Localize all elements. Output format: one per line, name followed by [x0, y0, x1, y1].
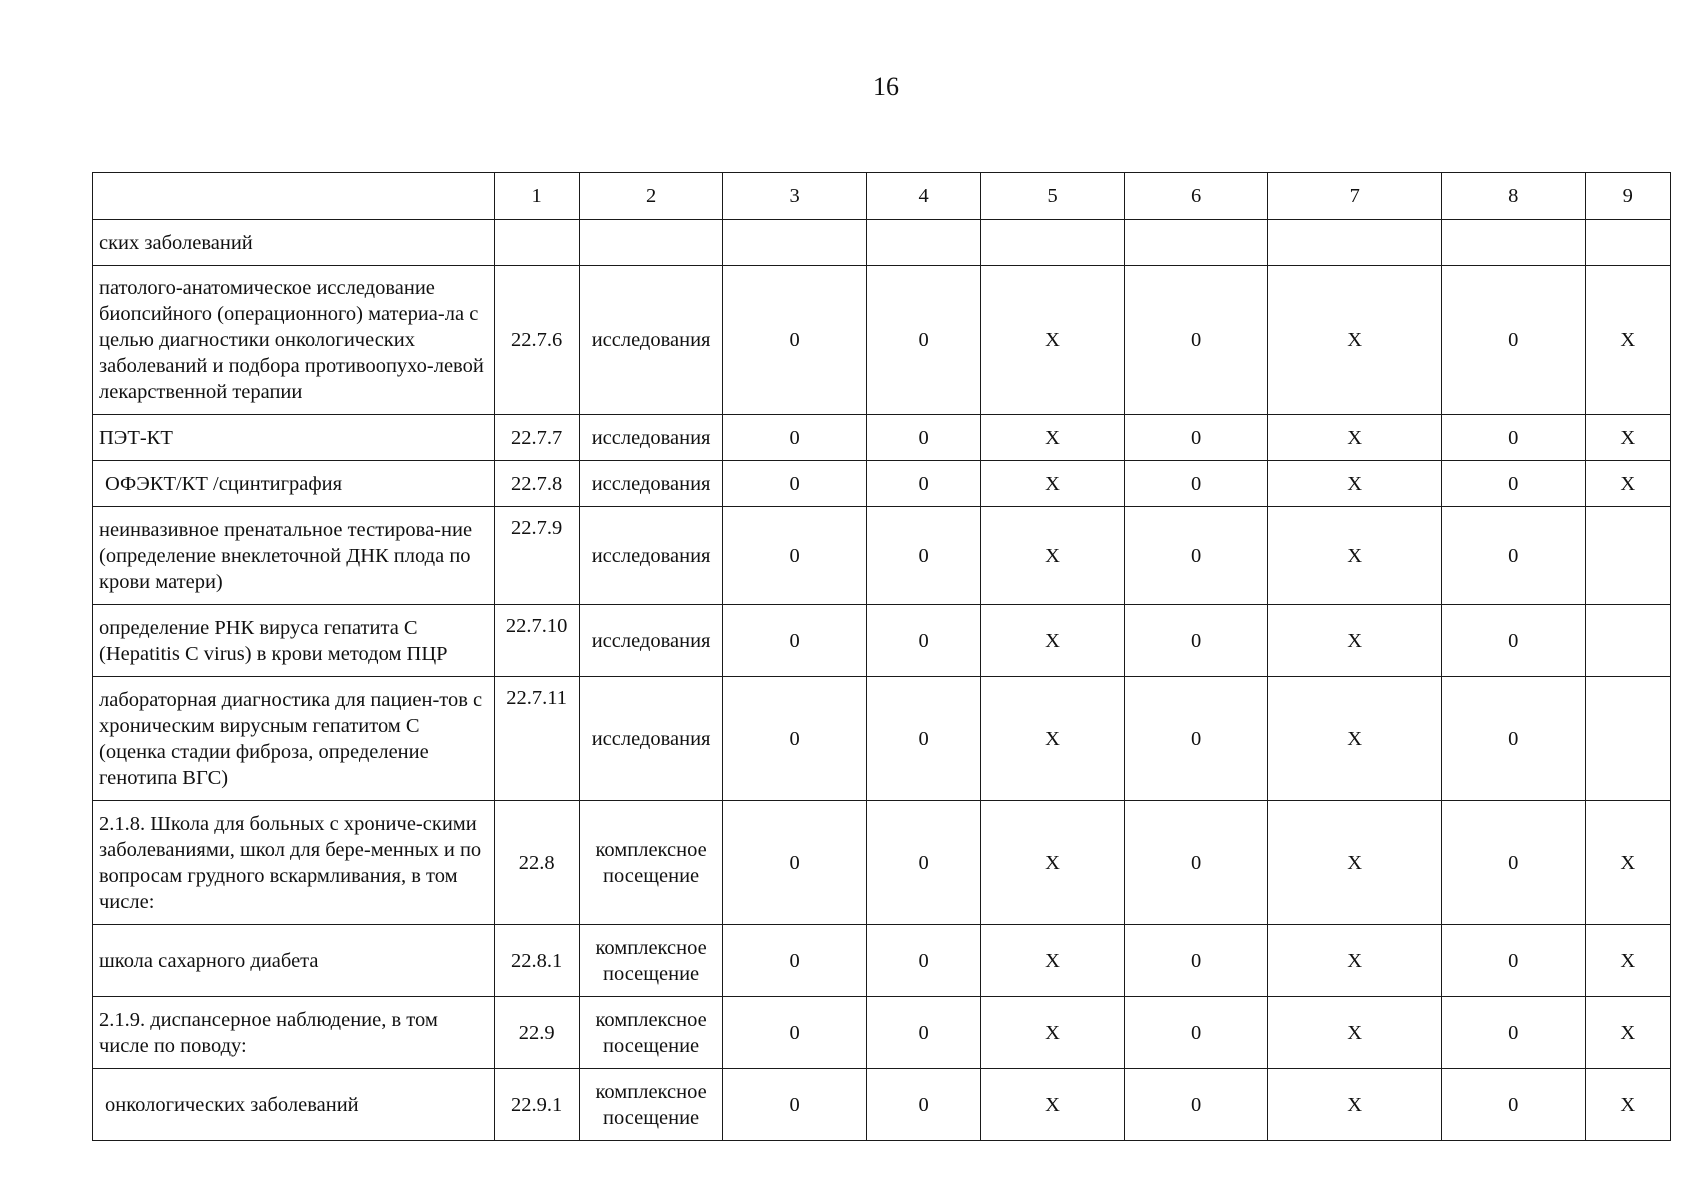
cell-col4: 0: [866, 461, 980, 507]
cell-col4: 0: [866, 605, 980, 677]
row-code: 22.7.7: [494, 415, 579, 461]
row-name: школа сахарного диабета: [93, 925, 495, 997]
row-name: онкологических заболеваний: [93, 1069, 495, 1141]
cell-col9: [1585, 605, 1670, 677]
cell-col9: [1585, 507, 1670, 605]
table-row: [93, 605, 1671, 677]
row-name: определение РНК вируса гепатита С (Hepatitis C virus) в крови методом ПЦР: [93, 605, 495, 677]
cell-col5: X: [981, 507, 1125, 605]
row-name: 2.1.8. Школа для больных с хрониче-скими заболеваниями, школ для бере-менных и по вопросам грудного вскармливания, в том числе:: [93, 801, 495, 925]
table-row: [93, 266, 1671, 415]
cell-col6: 0: [1124, 461, 1268, 507]
cell-col9: X: [1585, 997, 1670, 1069]
cell-col5: X: [981, 605, 1125, 677]
row-code: 22.7.9: [494, 507, 579, 605]
cell-col5: X: [981, 677, 1125, 801]
cell-col7: X: [1268, 415, 1442, 461]
cell-col6: 0: [1124, 801, 1268, 925]
table-row: [93, 415, 1671, 461]
cell-col6: 0: [1124, 925, 1268, 997]
cell-col3: 0: [723, 507, 867, 605]
cell-col7: X: [1268, 1069, 1442, 1141]
table-row: [93, 1069, 1671, 1141]
cell-col7: X: [1268, 677, 1442, 801]
row-name: ОФЭКТ/КТ /сцинтиграфия: [93, 461, 495, 507]
row-code: 22.9.1: [494, 1069, 579, 1141]
cell-col5: X: [981, 461, 1125, 507]
row-name: 2.1.9. диспансерное наблюдение, в том числе по поводу:: [93, 997, 495, 1069]
row-name: лабораторная диагностика для пациен-тов с хроническим вирусным гепатитом С (оценка стадии фиброза, определение генотипа ВГС): [93, 677, 495, 801]
cell-col8: 0: [1442, 507, 1586, 605]
row-unit: исследования: [579, 266, 723, 415]
cell-col3: 0: [723, 801, 867, 925]
row-name: ПЭТ-КТ: [93, 415, 495, 461]
cell-col9: [1585, 220, 1670, 266]
cell-col6: 0: [1124, 997, 1268, 1069]
cell-col6: 0: [1124, 266, 1268, 415]
cell-col9: X: [1585, 1069, 1670, 1141]
table-row: [93, 461, 1671, 507]
row-unit: комплексное посещение: [579, 1069, 723, 1141]
cell-col9: X: [1585, 266, 1670, 415]
cell-col6: 0: [1124, 605, 1268, 677]
table-row: [93, 677, 1671, 801]
page-number: 16: [873, 72, 899, 101]
cell-col4: 0: [866, 507, 980, 605]
cell-col8: 0: [1442, 1069, 1586, 1141]
row-name: ских заболеваний: [93, 220, 495, 266]
cell-col8: 0: [1442, 415, 1586, 461]
header-cell: 2: [579, 173, 723, 220]
row-unit: исследования: [579, 415, 723, 461]
header-cell: 7: [1268, 173, 1442, 220]
header-cell: 6: [1124, 173, 1268, 220]
header-cell: 4: [866, 173, 980, 220]
cell-col3: [723, 220, 867, 266]
cell-col9: [1585, 677, 1670, 801]
cell-col8: [1442, 220, 1586, 266]
table-row: [93, 801, 1671, 925]
cell-col7: X: [1268, 461, 1442, 507]
data-table: [92, 172, 1671, 1141]
cell-col9: X: [1585, 415, 1670, 461]
cell-col4: 0: [866, 266, 980, 415]
cell-col7: X: [1268, 266, 1442, 415]
cell-col6: 0: [1124, 415, 1268, 461]
cell-col5: X: [981, 1069, 1125, 1141]
cell-col5: X: [981, 801, 1125, 925]
header-row: [93, 173, 1671, 220]
table-row: [93, 925, 1671, 997]
header-cell: [93, 173, 495, 220]
cell-col6: 0: [1124, 677, 1268, 801]
row-unit: исследования: [579, 605, 723, 677]
cell-col7: [1268, 220, 1442, 266]
cell-col9: X: [1585, 925, 1670, 997]
row-unit: комплексное посещение: [579, 997, 723, 1069]
row-code: 22.7.8: [494, 461, 579, 507]
row-name: неинвазивное пренатальное тестирова-ние (определение внеклеточной ДНК плода по крови матери): [93, 507, 495, 605]
cell-col8: 0: [1442, 997, 1586, 1069]
row-unit: исследования: [579, 677, 723, 801]
cell-col3: 0: [723, 605, 867, 677]
cell-col5: X: [981, 266, 1125, 415]
cell-col8: 0: [1442, 461, 1586, 507]
cell-col8: 0: [1442, 925, 1586, 997]
header-cell: 5: [981, 173, 1125, 220]
row-unit: [579, 220, 723, 266]
cell-col6: [1124, 220, 1268, 266]
cell-col6: 0: [1124, 1069, 1268, 1141]
table-row: [93, 507, 1671, 605]
cell-col6: 0: [1124, 507, 1268, 605]
row-code: 22.7.6: [494, 266, 579, 415]
cell-col5: X: [981, 415, 1125, 461]
cell-col8: 0: [1442, 266, 1586, 415]
cell-col8: 0: [1442, 677, 1586, 801]
cell-col8: 0: [1442, 801, 1586, 925]
cell-col7: X: [1268, 507, 1442, 605]
cell-col3: 0: [723, 997, 867, 1069]
cell-col7: X: [1268, 997, 1442, 1069]
row-code: 22.8.1: [494, 925, 579, 997]
cell-col3: 0: [723, 461, 867, 507]
row-code: [494, 220, 579, 266]
row-code: 22.8: [494, 801, 579, 925]
cell-col9: X: [1585, 461, 1670, 507]
cell-col7: X: [1268, 925, 1442, 997]
cell-col3: 0: [723, 925, 867, 997]
cell-col4: 0: [866, 925, 980, 997]
cell-col4: 0: [866, 1069, 980, 1141]
cell-col9: X: [1585, 801, 1670, 925]
header-cell: 9: [1585, 173, 1670, 220]
cell-col3: 0: [723, 415, 867, 461]
row-code: 22.7.10: [494, 605, 579, 677]
cell-col4: 0: [866, 801, 980, 925]
row-unit: комплексное посещение: [579, 801, 723, 925]
cell-col4: 0: [866, 677, 980, 801]
row-name: патолого-анатомическое исследование биопсийного (операционного) материа-ла с целью диагностики онкологических заболеваний и подбора противоопухо-левой лекарственной терапии: [93, 266, 495, 415]
cell-col3: 0: [723, 1069, 867, 1141]
table-row: [93, 997, 1671, 1069]
row-unit: комплексное посещение: [579, 925, 723, 997]
header-cell: 1: [494, 173, 579, 220]
cell-col7: X: [1268, 801, 1442, 925]
header-cell: 8: [1442, 173, 1586, 220]
cell-col7: X: [1268, 605, 1442, 677]
row-code: 22.7.11: [494, 677, 579, 801]
cell-col3: 0: [723, 266, 867, 415]
table-row: [93, 220, 1671, 266]
cell-col3: 0: [723, 677, 867, 801]
row-unit: исследования: [579, 461, 723, 507]
row-unit: исследования: [579, 507, 723, 605]
row-code: 22.9: [494, 997, 579, 1069]
cell-col4: [866, 220, 980, 266]
header-cell: 3: [723, 173, 867, 220]
cell-col5: X: [981, 925, 1125, 997]
cell-col8: 0: [1442, 605, 1586, 677]
cell-col4: 0: [866, 997, 980, 1069]
cell-col5: X: [981, 997, 1125, 1069]
cell-col5: [981, 220, 1125, 266]
cell-col4: 0: [866, 415, 980, 461]
